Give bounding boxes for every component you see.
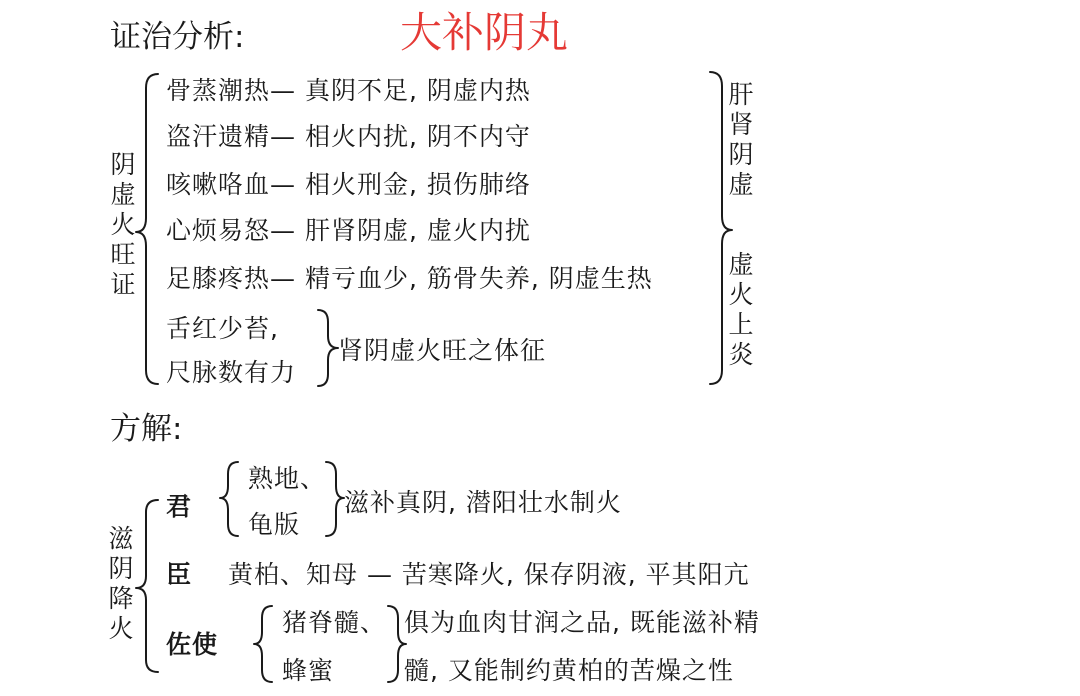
analysis-left-label: 阴虚火旺证 [110, 150, 136, 299]
tongue-pulse-meaning: 肾阴虚火旺之体征 [338, 336, 547, 365]
zuoshi-effect-line2: 髓, 又能制约黄柏的苦燥之性 [404, 656, 734, 685]
analysis-row: 足膝疼热— 精亏血少, 筋骨失养, 阴虚生热 [166, 264, 653, 293]
herb-guiban: 龟版 [248, 510, 301, 539]
herb-shudi: 熟地、 [248, 464, 327, 493]
role-zuoshi: 佐使 [166, 630, 219, 659]
analysis-row: 心烦易怒— 肝肾阴虚, 虚火内扰 [166, 216, 531, 245]
jun-effect: 滋补真阴, 潜阳壮水制火 [344, 488, 622, 517]
tongue-sign: 舌红少苔, [166, 314, 279, 343]
formula-left-label: 滋阴降火 [108, 524, 134, 643]
zuoshi-effect-line1: 俱为血肉甘润之品, 既能滋补精 [404, 608, 760, 637]
role-jun: 君 [166, 492, 193, 521]
analysis-row: 骨蒸潮热— 真阴不足, 阴虚内热 [166, 76, 531, 105]
right-label-liver-kidney: 肝肾阴虚 [728, 80, 754, 199]
formula-name: 大补阴丸 [400, 8, 569, 57]
section-title-analysis: 证治分析: [110, 19, 245, 55]
pulse-sign: 尺脉数有力 [166, 358, 297, 387]
analysis-row: 盗汗遗精— 相火内扰, 阴不内守 [166, 122, 531, 151]
herb-fengmi: 蜂蜜 [282, 656, 335, 685]
analysis-row: 咳嗽咯血— 相火刑金, 损伤肺络 [166, 170, 531, 199]
right-label-fire-rising: 虚火上炎 [728, 250, 754, 369]
herb-zhujisui: 猪脊髓、 [282, 608, 387, 637]
chen-text: 黄柏、知母 — 苦寒降火, 保存阴液, 平其阳亢 [228, 560, 750, 589]
role-chen: 臣 [166, 560, 193, 589]
section-title-formula: 方解: [110, 411, 183, 447]
